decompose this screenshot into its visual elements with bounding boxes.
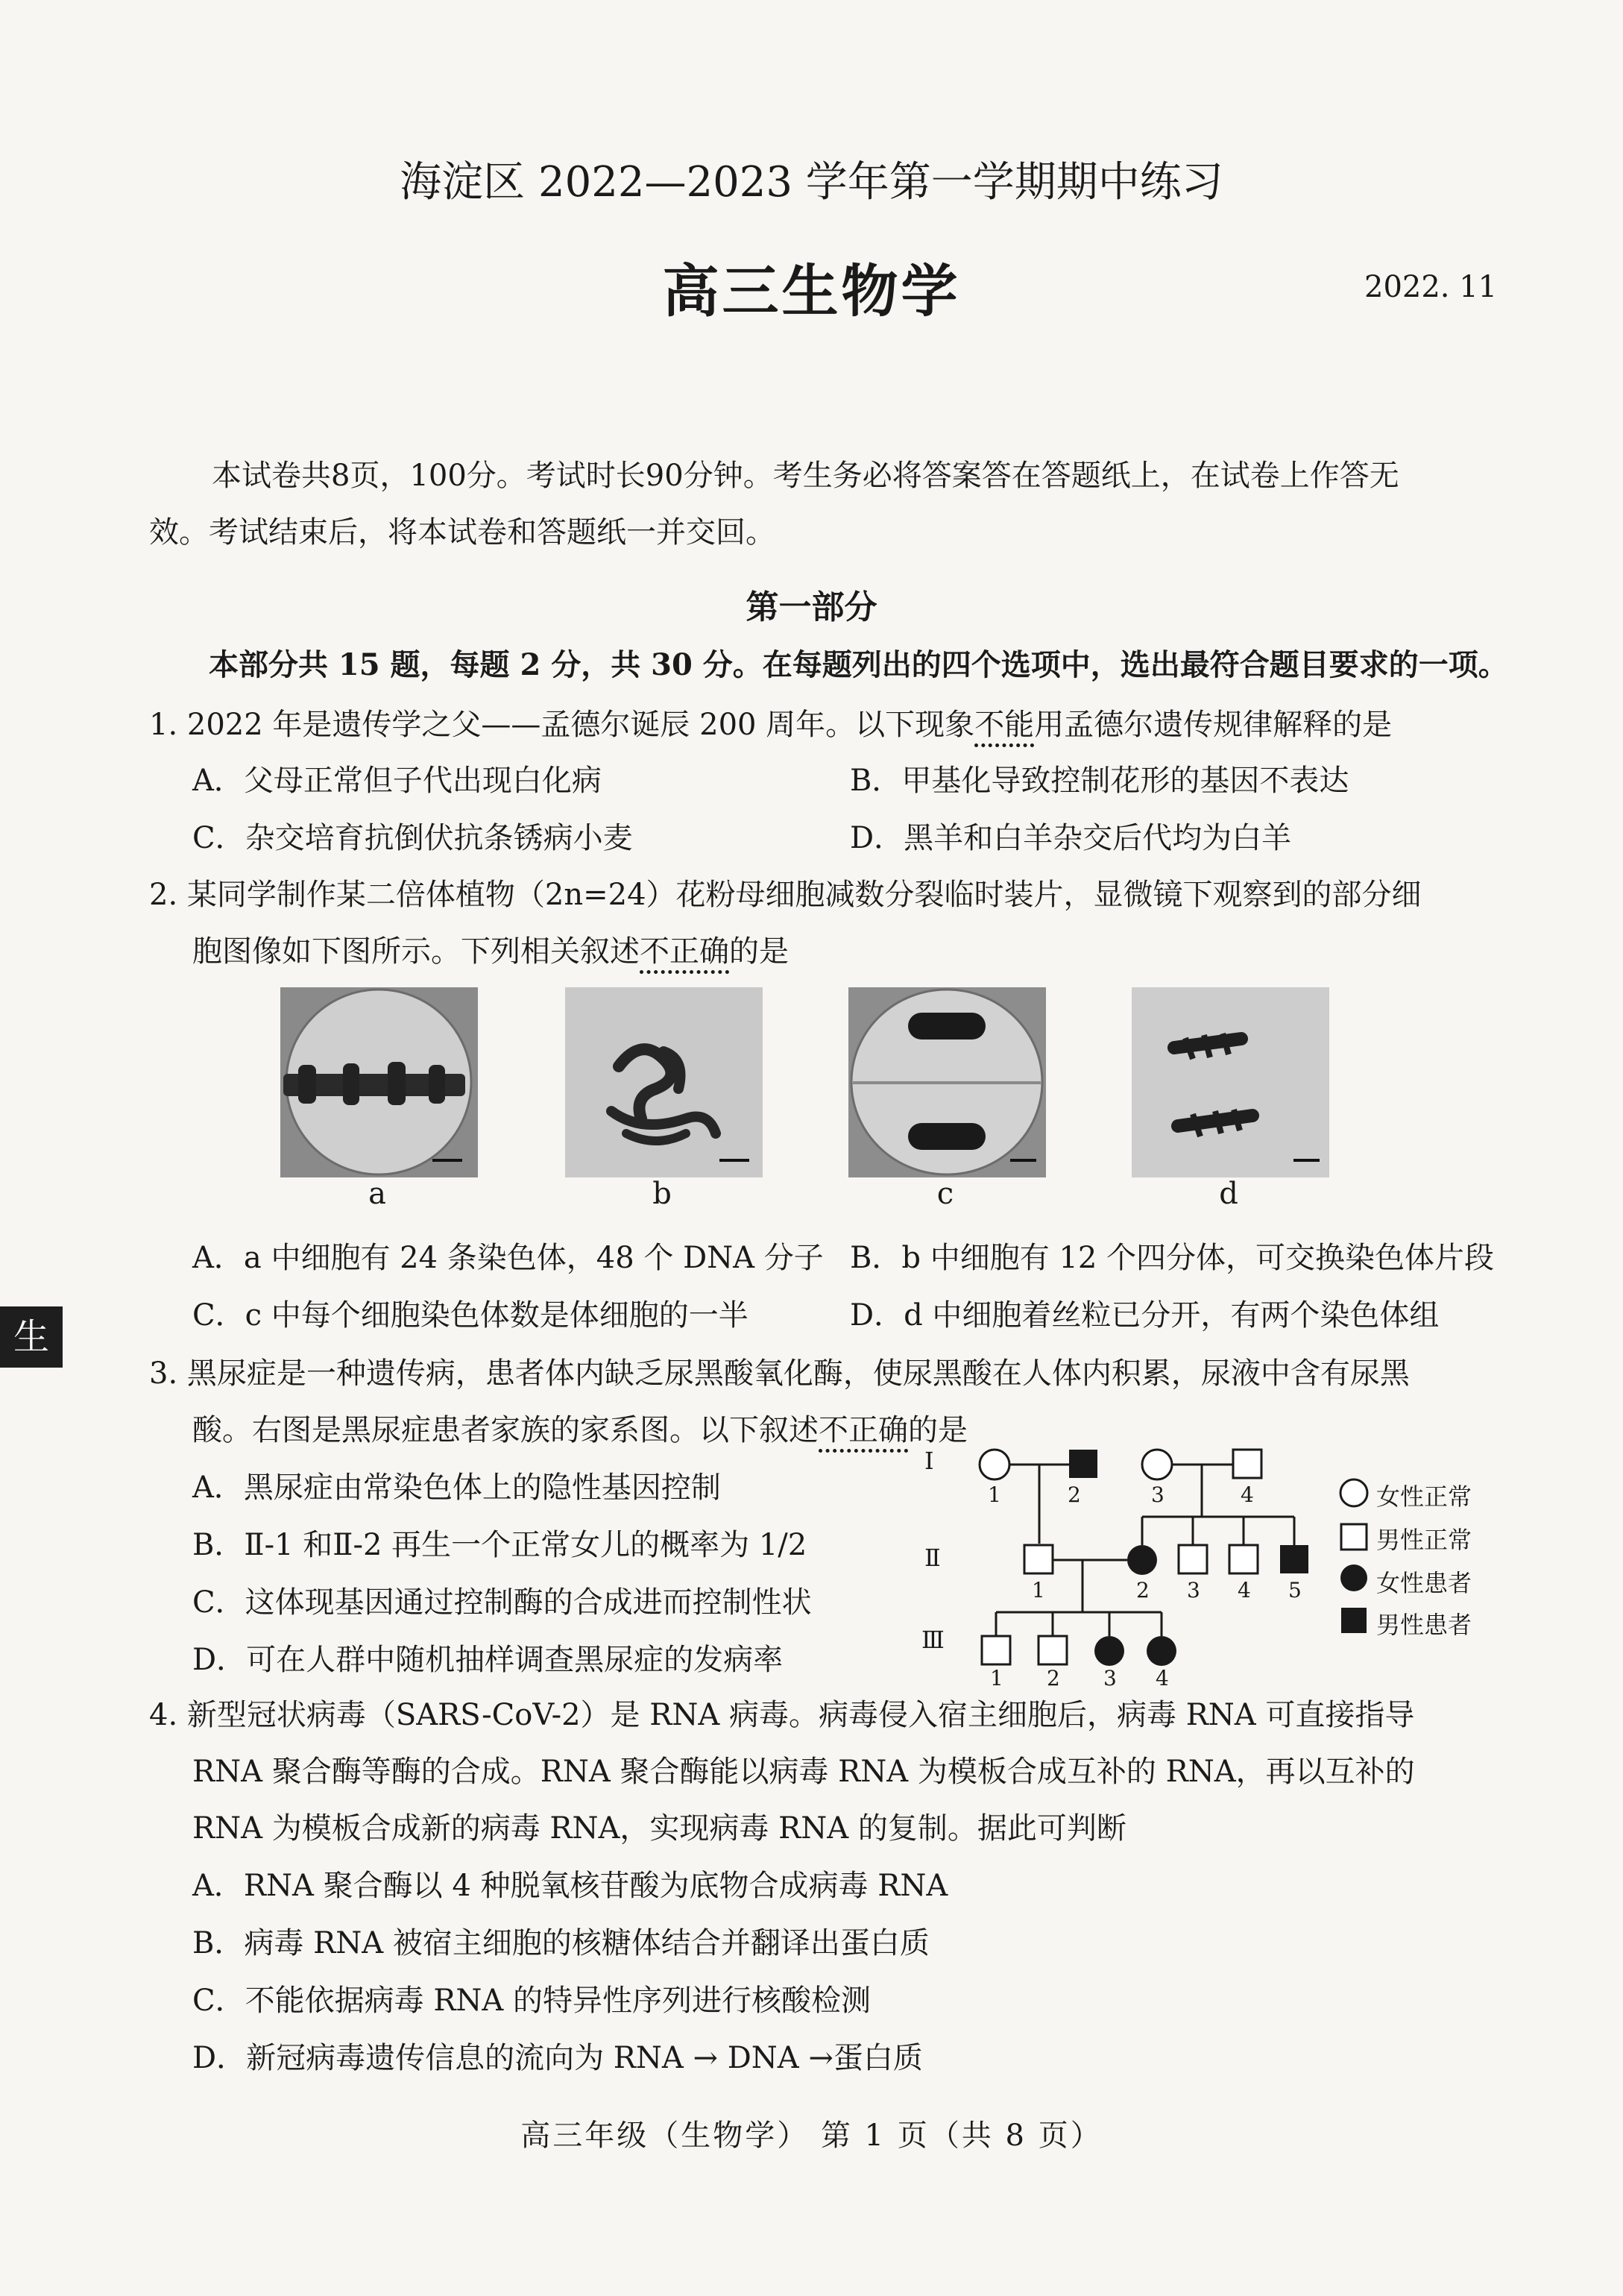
q4-line-3: RNA 为模板合成新的病毒 RNA，实现病毒 RNA 的复制。据此可判断 bbox=[192, 1811, 1126, 1846]
legend-male-normal-icon bbox=[1341, 1524, 1367, 1550]
pedigree-III4-female-patient bbox=[1147, 1636, 1176, 1666]
legend-female-patient-icon bbox=[1340, 1564, 1367, 1591]
legend-male-normal: 男性正常 bbox=[1376, 1526, 1472, 1554]
gen1-num-4: 4 bbox=[1241, 1482, 1254, 1507]
q3-option-a: A．黑尿症由常染色体上的隐性基因控制 bbox=[192, 1471, 721, 1505]
q4-option-d: D．新冠病毒遗传信息的流向为 RNA → DNA →蛋白质 bbox=[192, 2041, 923, 2075]
q1-option-a: A．父母正常但子代出现白化病 bbox=[192, 764, 602, 798]
exam-title: 海淀区 2022—2023 学年第一学期期中练习 bbox=[400, 158, 1223, 207]
micrographs bbox=[276, 984, 1334, 1208]
gen-label-2: Ⅱ bbox=[924, 1544, 941, 1572]
q2-stem-line-2 bbox=[192, 928, 789, 970]
gen-label-3: Ⅲ bbox=[921, 1626, 945, 1654]
q3-number: 3. bbox=[149, 1356, 178, 1391]
pedigree-I3-female-normal bbox=[1142, 1450, 1172, 1479]
gen3-num-4: 4 bbox=[1156, 1666, 1169, 1690]
page-footer: 高三年级（生物学） 第 1 页（共 8 页） bbox=[520, 2119, 1103, 2153]
q3-emphasis: 不正确 bbox=[819, 1413, 908, 1453]
pedigree-III2-male-normal bbox=[1039, 1636, 1067, 1664]
q1-text-post: 用孟德尔遗传规律解释的是 bbox=[1034, 708, 1393, 742]
intro-line-1: 本试卷共8页，100分。考试时长90分钟。考生务必将答案答在答题纸上，在试卷上作答无 bbox=[212, 459, 1399, 493]
gen2-num-3: 3 bbox=[1187, 1578, 1200, 1603]
pedigree-III1-male-normal bbox=[982, 1636, 1010, 1664]
micrograph-d bbox=[1132, 987, 1329, 1177]
gen3-num-3: 3 bbox=[1103, 1666, 1117, 1690]
q2-option-b: B．b 中细胞有 12 个四分体，可交换染色体片段 bbox=[850, 1241, 1495, 1275]
gen2-num-2: 2 bbox=[1136, 1578, 1150, 1603]
pedigree-I4-male-normal bbox=[1233, 1450, 1261, 1478]
legend-male-patient: 男性患者 bbox=[1376, 1611, 1472, 1639]
exam-date: 2022. 11 bbox=[1364, 270, 1498, 304]
q3-option-d: D．可在人群中随机抽样调查黑尿症的发病率 bbox=[192, 1643, 784, 1677]
q1-option-b: B．甲基化导致控制花形的基因不表达 bbox=[850, 764, 1349, 798]
legend-female-normal-icon bbox=[1340, 1479, 1367, 1506]
q3-line-2-pre: 酸。右图是黑尿症患者家族的家系图。以下叙述 bbox=[192, 1413, 819, 1447]
q1-option-d: D．黑羊和白羊杂交后代均为白羊 bbox=[850, 821, 1292, 855]
legend-female-patient: 女性患者 bbox=[1376, 1569, 1472, 1597]
pedigree-legend-symbols bbox=[1336, 1469, 1373, 1648]
q2-option-a: A．a 中细胞有 24 条染色体，48 个 DNA 分子 bbox=[192, 1241, 824, 1275]
micrograph-label-a: a bbox=[368, 1177, 386, 1211]
q3-option-b: B．Ⅱ-1 和Ⅱ-2 再生一个正常女儿的概率为 1/2 bbox=[192, 1528, 807, 1562]
q2-line-2-post: 的是 bbox=[729, 934, 789, 969]
subject-side-tab: 生 bbox=[0, 1306, 63, 1368]
section-instructions: 本部分共 15 题，每题 2 分，共 30 分。在每题列出的四个选项中，选出最符合题目要求的一项。 bbox=[209, 647, 1508, 682]
micrograph-c bbox=[848, 987, 1046, 1177]
q2-number: 2. bbox=[149, 878, 178, 912]
gen-label-1: Ⅰ bbox=[924, 1447, 934, 1475]
micrograph-b bbox=[565, 987, 763, 1177]
q3-stem-line-2 bbox=[192, 1406, 968, 1449]
q1-text-pre: 2022 年是遗传学之父——孟德尔诞辰 200 周年。以下现象 bbox=[186, 708, 975, 742]
q3-line-2-post: 的是 bbox=[908, 1413, 968, 1447]
q1-stem bbox=[149, 701, 1392, 743]
q2-emphasis: 不正确 bbox=[640, 934, 729, 974]
pedigree-II1-male-normal bbox=[1024, 1545, 1053, 1573]
q4-line-2: RNA 聚合酶等酶的合成。RNA 聚合酶能以病毒 RNA 为模板合成互补的 RNA，再以互补的 bbox=[192, 1755, 1415, 1789]
gen3-num-1: 1 bbox=[990, 1666, 1003, 1690]
pedigree-II3-male-normal bbox=[1179, 1545, 1207, 1573]
q4-number: 4. bbox=[149, 1698, 178, 1732]
intro-line-2: 效。考试结束后，将本试卷和答题纸一并交回。 bbox=[149, 515, 775, 550]
gen2-num-5: 5 bbox=[1288, 1578, 1302, 1603]
q4-line-1: 新型冠状病毒（SARS-CoV-2）是 RNA 病毒。病毒侵入宿主细胞后，病毒 RNA 可直接指导 bbox=[186, 1698, 1415, 1732]
q4-stem-line-1 bbox=[149, 1691, 1414, 1734]
q2-line-1: 某同学制作某二倍体植物（2n=24）花粉母细胞减数分裂临时装片，显微镜下观察到的部分细 bbox=[186, 878, 1422, 912]
pedigree-II4-male-normal bbox=[1229, 1545, 1258, 1573]
gen1-num-2: 2 bbox=[1068, 1482, 1081, 1507]
micrograph-label-c: c bbox=[936, 1177, 954, 1211]
q3-line-1: 黑尿症是一种遗传病，患者体内缺乏尿黑酸氧化酶，使尿黑酸在人体内积累，尿液中含有尿黑 bbox=[186, 1356, 1410, 1391]
q1-number: 1. bbox=[149, 708, 178, 742]
q4-option-b: B．病毒 RNA 被宿主细胞的核糖体结合并翻译出蛋白质 bbox=[192, 1926, 930, 1960]
pedigree-I2-male-patient bbox=[1069, 1450, 1097, 1478]
pedigree-II2-female-patient bbox=[1127, 1545, 1157, 1575]
legend-male-patient-icon bbox=[1341, 1608, 1367, 1633]
gen2-num-4: 4 bbox=[1238, 1578, 1251, 1603]
gen1-num-1: 1 bbox=[988, 1482, 1001, 1507]
q4-option-a: A．RNA 聚合酶以 4 种脱氧核苷酸为底物合成病毒 RNA bbox=[192, 1869, 948, 1903]
q2-stem-line-1 bbox=[149, 871, 1422, 913]
section-title: 第一部分 bbox=[746, 588, 877, 626]
q3-option-c: C．这体现基因通过控制酶的合成进而控制性状 bbox=[192, 1585, 812, 1620]
gen3-num-2: 2 bbox=[1047, 1666, 1060, 1690]
pedigree-I1-female-normal bbox=[980, 1450, 1009, 1479]
pedigree-III3-female-patient bbox=[1094, 1636, 1124, 1666]
micrograph-a bbox=[280, 987, 478, 1177]
gen1-num-3: 3 bbox=[1151, 1482, 1165, 1507]
pedigree-II5-male-patient bbox=[1280, 1545, 1308, 1573]
q2-option-c: C．c 中每个细胞染色体数是体细胞的一半 bbox=[192, 1298, 749, 1333]
subject-title: 高三生物学 bbox=[662, 258, 961, 324]
q4-option-c: C．不能依据病毒 RNA 的特异性序列进行核酸检测 bbox=[192, 1984, 872, 2018]
gen2-num-1: 1 bbox=[1032, 1578, 1045, 1603]
micrograph-label-d: d bbox=[1219, 1177, 1238, 1211]
q2-option-d: D．d 中细胞着丝粒已分开，有两个染色体组 bbox=[850, 1298, 1440, 1333]
legend-female-normal: 女性正常 bbox=[1376, 1482, 1472, 1511]
micrograph-label-b: b bbox=[652, 1177, 672, 1211]
q2-line-2-pre: 胞图像如下图所示。下列相关叙述 bbox=[192, 934, 640, 969]
q3-stem-line-1 bbox=[149, 1350, 1410, 1392]
q1-option-c: C．杂交培育抗倒伏抗条锈病小麦 bbox=[192, 821, 633, 855]
q1-emphasis: 不能 bbox=[974, 708, 1034, 747]
